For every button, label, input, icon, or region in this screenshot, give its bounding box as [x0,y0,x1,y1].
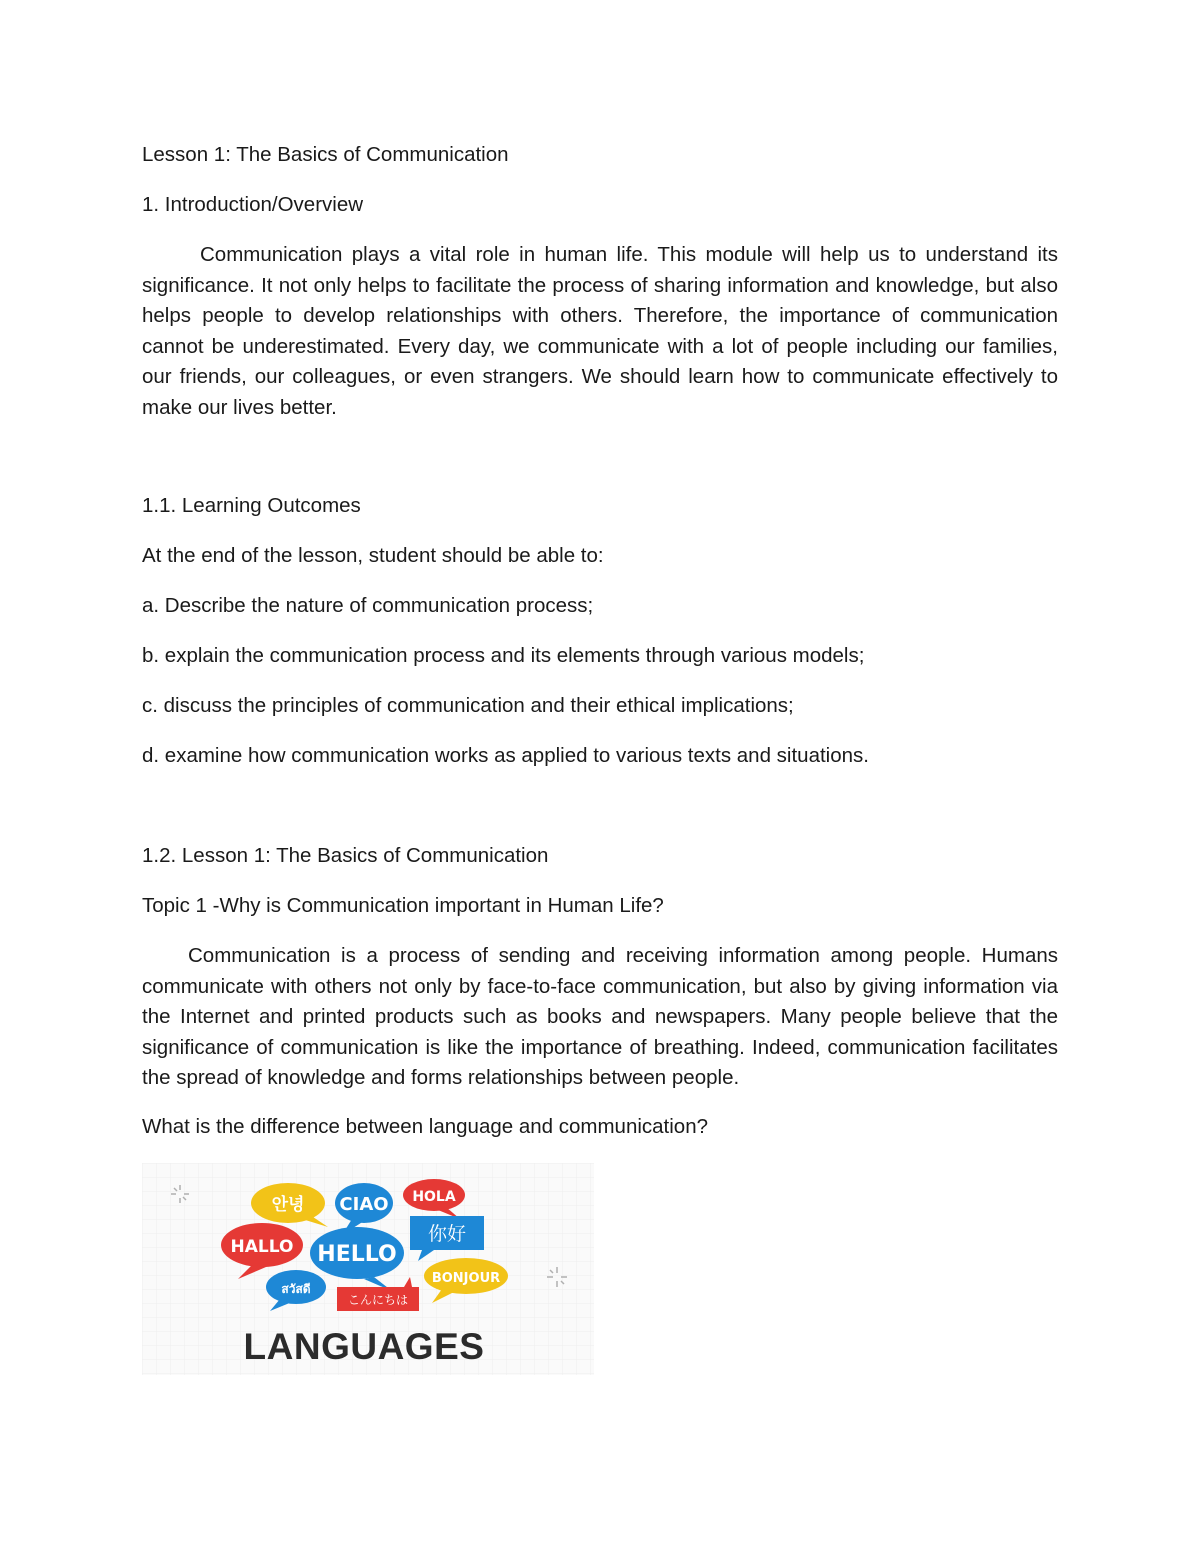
outcome-item-b: b. explain the communication process and its elements through various models; [142,644,865,667]
question-text: What is the difference between language and communication? [142,1115,709,1138]
bubble-text: こんにちは [347,1293,409,1307]
bubble-text: CIAO [339,1194,389,1215]
outcome-item-d: d. examine how communication works as applied to various texts and situations. [142,744,869,767]
bubble-text: HELLO [317,1242,397,1267]
outcomes-lead: At the end of the lesson, student should be able to: [142,544,604,567]
topic-heading: Topic 1 -Why is Communication important in Human Life? [142,894,664,917]
bubble-text: 你好 [427,1223,467,1245]
languages-illustration [142,1163,594,1375]
lesson-heading: 1.2. Lesson 1: The Basics of Communication [142,844,549,867]
intro-paragraph: Communication plays a vital role in human life. This module will help us to understand its significance. It not only helps to facilitate the process of sharing information and knowledge, but also helps people to develop relationships with others. Therefore, the importance of communication cannot be underestimated. Every day, we communicate with a lot of people including our families, our friends, our colleagues, or even strangers. We should learn how to communicate effectively to make our lives better. [142,243,1058,419]
lesson-title: Lesson 1: The Basics of Communication [142,143,509,166]
bubble-text: BONJOUR [431,1271,501,1286]
bubble-text: 안녕 [271,1195,305,1215]
bubble-text: HALLO [230,1237,294,1257]
outcomes-heading: 1.1. Learning Outcomes [142,494,361,517]
outcome-item-a: a. Describe the nature of communication process; [142,594,594,617]
languages-caption: LANGUAGES [243,1326,485,1367]
bubble-text: HOLA [412,1189,456,1205]
outcome-item-c: c. discuss the principles of communication and their ethical implications; [142,694,794,717]
bubble-text: สวัสดี [281,1282,311,1296]
intro-heading: 1. Introduction/Overview [142,193,364,216]
lesson-paragraph: Communication is a process of sending and receiving information among people. Humans communicate with others not only by face-to-face communication, but also by giving information via the Internet and printed products such as books and newspapers. Many people believe that the significance of communication is like the importance of breathing. Indeed, communication facilitates the spread of knowledge and forms relationships between people. [142,944,1058,1089]
